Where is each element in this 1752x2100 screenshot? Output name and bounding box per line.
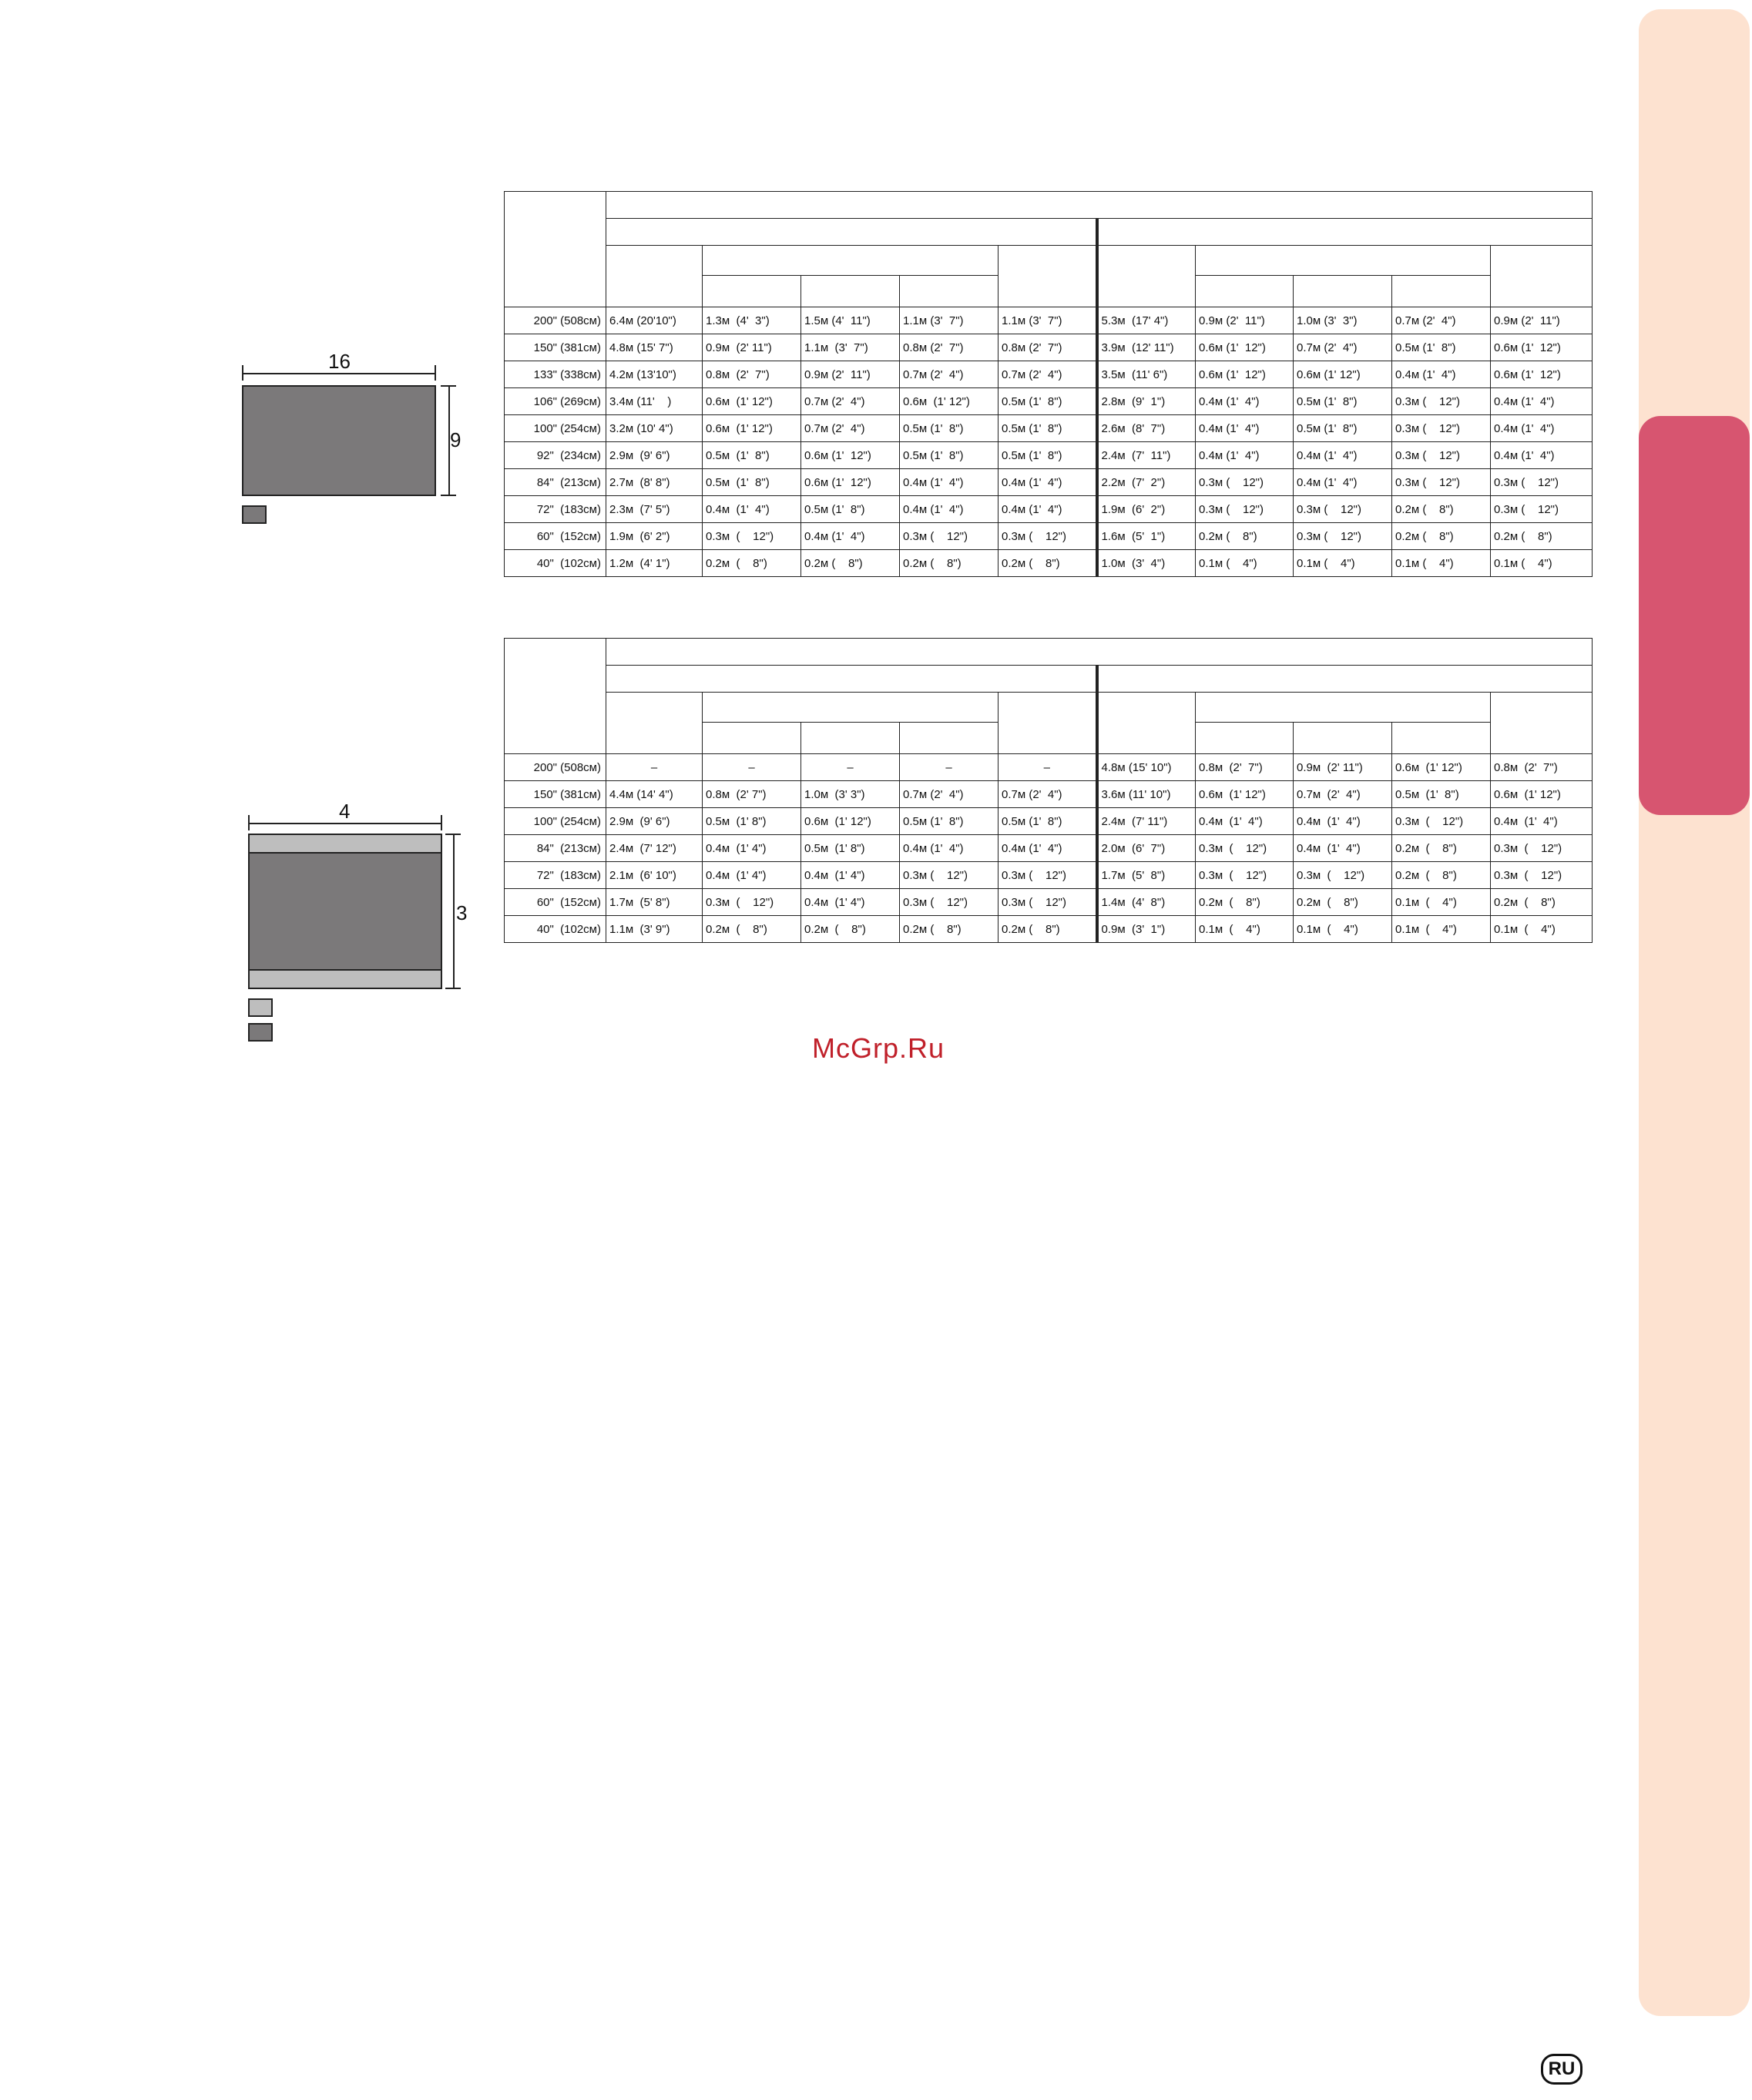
header-sub-3-l — [900, 276, 999, 307]
distance-cell: 0.1м ( 4") — [1196, 916, 1294, 943]
distance-cell: 2.1м (6' 10") — [606, 862, 703, 889]
distance-cell: 2.4м (7' 11") — [1097, 808, 1196, 835]
distance-cell: 1.1м (3' 7") — [900, 307, 999, 334]
throw-distance-table-4-3 — [504, 638, 1593, 943]
screen-size-cell: 92" (234см) — [505, 442, 606, 469]
header-projection-distance — [606, 192, 1593, 219]
distance-cell: 0.7м (2' 4") — [1294, 781, 1392, 808]
distance-cell: 0.8м (2' 7") — [900, 334, 999, 361]
header-sub-2-r — [1294, 723, 1392, 754]
distance-cell: 0.1м ( 4") — [1392, 550, 1491, 577]
distance-cell: 0.2м ( 8") — [1491, 523, 1593, 550]
distance-cell: 1.7м (5' 8") — [1097, 862, 1196, 889]
screen-size-cell: 84" (213см) — [505, 835, 606, 862]
distance-cell: 0.4м (1' 4") — [1491, 388, 1593, 415]
distance-cell: 0.3м ( 12") — [1196, 496, 1294, 523]
distance-cell: 0.2м ( 8") — [1392, 523, 1491, 550]
distance-cell: 0.5м (1' 8") — [703, 808, 801, 835]
height-label-3: 3 — [456, 901, 468, 924]
table-row — [505, 889, 1593, 916]
distance-cell: 0.4м (1' 4") — [1491, 808, 1593, 835]
distance-cell: 5.3м (17' 4") — [1097, 307, 1196, 334]
distance-cell: 2.8м (9' 1") — [1097, 388, 1196, 415]
distance-cell: 0.5м (1' 8") — [1392, 334, 1491, 361]
distance-cell: 0.3м ( 12") — [1294, 523, 1392, 550]
header-col-last-r — [1491, 693, 1593, 754]
distance-cell: 0.4м (1' 4") — [1196, 808, 1294, 835]
table-row — [505, 862, 1593, 889]
screen-size-cell: 200" (508см) — [505, 754, 606, 781]
distance-cell: 0.4м (1' 4") — [801, 889, 900, 916]
distance-cell: 0.4м (1' 4") — [1196, 442, 1294, 469]
distance-cell: 0.6м (1' 12") — [801, 469, 900, 496]
legend-letterbox-area — [248, 998, 273, 1017]
header-sub-2-l — [801, 276, 900, 307]
distance-cell: 0.3м ( 12") — [1392, 415, 1491, 442]
distance-cell: 2.7м (8' 8") — [606, 469, 703, 496]
distance-cell: 0.8м (2' 7") — [1491, 754, 1593, 781]
distance-cell: 0.4м (1' 4") — [1196, 388, 1294, 415]
distance-cell: 0.7м (2' 4") — [801, 415, 900, 442]
distance-cell: 0.6м (1' 12") — [1196, 334, 1294, 361]
width-label-16: 16 — [328, 350, 351, 373]
screen-size-cell: 72" (183см) — [505, 496, 606, 523]
distance-cell: – — [999, 754, 1097, 781]
width-tick-left — [242, 365, 243, 381]
header-group-right — [1097, 666, 1593, 693]
width-tick-right — [435, 365, 436, 381]
table-row — [505, 442, 1593, 469]
distance-cell: 0.1м ( 4") — [1491, 550, 1593, 577]
distance-cell: 0.8м (2' 7") — [703, 361, 801, 388]
distance-cell: 0.1м ( 4") — [1392, 916, 1491, 943]
letterbox-bottom-bar — [248, 969, 442, 989]
distance-cell: 3.6м (11' 10") — [1097, 781, 1196, 808]
distance-cell: 0.2м ( 8") — [801, 916, 900, 943]
header-sub-1-r — [1196, 723, 1294, 754]
distance-cell: 0.3м ( 12") — [900, 862, 999, 889]
header-col-distance-l — [606, 693, 703, 754]
distance-cell: 3.4м (11' ) — [606, 388, 703, 415]
distance-cell: 0.4м (1' 4") — [801, 523, 900, 550]
distance-cell: 4.8м (15' 10") — [1097, 754, 1196, 781]
distance-cell: 0.3м ( 12") — [999, 523, 1097, 550]
screen-size-cell: 133" (338см) — [505, 361, 606, 388]
header-col-last-l — [999, 246, 1097, 307]
distance-cell: 1.0м (3' 4") — [1097, 550, 1196, 577]
distance-cell: 0.3м ( 12") — [1491, 835, 1593, 862]
table-row — [505, 469, 1593, 496]
height-label-9: 9 — [450, 428, 461, 451]
header-col-last-r — [1491, 246, 1593, 307]
distance-cell: – — [703, 754, 801, 781]
distance-cell: 1.1м (3' 7") — [999, 307, 1097, 334]
throw-distance-table-16-9 — [504, 191, 1593, 577]
height-tick-bottom — [441, 495, 456, 496]
distance-cell: 2.9м (9' 6") — [606, 808, 703, 835]
distance-cell: 0.7м (2' 4") — [801, 388, 900, 415]
table-row — [505, 496, 1593, 523]
distance-cell: 0.4м (1' 4") — [999, 469, 1097, 496]
distance-cell: 0.2м ( 8") — [1392, 496, 1491, 523]
table-row — [505, 550, 1593, 577]
distance-cell: 0.4м (1' 4") — [900, 469, 999, 496]
distance-cell: 0.6м (1' 12") — [703, 415, 801, 442]
header-sub-3-r — [1392, 276, 1491, 307]
distance-cell: 0.3м ( 12") — [900, 523, 999, 550]
distance-cell: 0.7м (2' 4") — [900, 361, 999, 388]
distance-cell: 2.4м (7' 12") — [606, 835, 703, 862]
distance-cell: 0.4м (1' 4") — [1294, 469, 1392, 496]
screen-size-cell: 150" (381см) — [505, 334, 606, 361]
table-row — [505, 523, 1593, 550]
table-row — [505, 415, 1593, 442]
header-col-last-l — [999, 693, 1097, 754]
distance-cell: 0.2м ( 8") — [1196, 889, 1294, 916]
header-sub-1-l — [703, 723, 801, 754]
distance-cell: 4.8м (15' 7") — [606, 334, 703, 361]
distance-cell: 0.3м ( 12") — [900, 889, 999, 916]
distance-cell: 0.4м (1' 4") — [703, 862, 801, 889]
header-sub-1-l — [703, 276, 801, 307]
distance-cell: 1.6м (5' 1") — [1097, 523, 1196, 550]
distance-cell: 0.7м (2' 4") — [999, 781, 1097, 808]
table-row — [505, 916, 1593, 943]
screen-size-cell: 60" (152см) — [505, 889, 606, 916]
distance-cell: 0.5м (1' 8") — [703, 469, 801, 496]
distance-cell: 3.2м (10' 4") — [606, 415, 703, 442]
distance-cell: 1.3м (4' 3") — [703, 307, 801, 334]
distance-cell: 1.9м (6' 2") — [606, 523, 703, 550]
header-sub-3-l — [900, 723, 999, 754]
distance-cell: 0.6м (1' 12") — [1294, 361, 1392, 388]
distance-cell: 1.4м (4' 8") — [1097, 889, 1196, 916]
distance-cell: 0.6м (1' 12") — [1196, 361, 1294, 388]
side-index-strip — [1639, 9, 1750, 2016]
distance-cell: – — [801, 754, 900, 781]
distance-cell: 0.6м (1' 12") — [1491, 781, 1593, 808]
height-tick-top — [445, 834, 461, 835]
distance-cell: 0.6м (1' 12") — [1491, 334, 1593, 361]
distance-cell: 0.1м ( 4") — [1392, 889, 1491, 916]
distance-cell: 0.2м ( 8") — [999, 550, 1097, 577]
width-dimension-line — [242, 373, 435, 374]
distance-cell: 0.5м (1' 8") — [801, 496, 900, 523]
watermark: McGrp.Ru — [811, 1032, 945, 1064]
distance-cell: 0.9м (2' 11") — [703, 334, 801, 361]
screen-size-cell: 100" (254см) — [505, 415, 606, 442]
distance-cell: 0.8м (2' 7") — [999, 334, 1097, 361]
distance-cell: 0.9м (2' 11") — [1294, 754, 1392, 781]
screen-16-9 — [242, 385, 436, 496]
distance-cell: 0.6м (1' 12") — [703, 388, 801, 415]
distance-cell: 0.4м (1' 4") — [1491, 442, 1593, 469]
header-col-height-group-r — [1196, 693, 1491, 723]
distance-cell: 0.3м ( 12") — [1392, 808, 1491, 835]
header-col-distance-l — [606, 246, 703, 307]
distance-cell: 0.3м ( 12") — [1294, 496, 1392, 523]
header-col-height-group-l — [703, 246, 999, 276]
distance-cell: 0.3м ( 12") — [1392, 469, 1491, 496]
header-group-left — [606, 666, 1097, 693]
distance-cell: 0.4м (1' 4") — [1294, 442, 1392, 469]
distance-cell: 4.2м (13'10") — [606, 361, 703, 388]
header-group-left — [606, 219, 1097, 246]
distance-cell: 0.7м (2' 4") — [999, 361, 1097, 388]
distance-cell: 2.6м (8' 7") — [1097, 415, 1196, 442]
distance-cell: 0.3м ( 12") — [1294, 862, 1392, 889]
distance-cell: 0.2м ( 8") — [703, 550, 801, 577]
height-tick-top — [441, 385, 456, 387]
table-row — [505, 835, 1593, 862]
distance-cell: 0.2м ( 8") — [1491, 889, 1593, 916]
distance-cell: 0.2м ( 8") — [801, 550, 900, 577]
distance-cell: 0.3м ( 12") — [1491, 496, 1593, 523]
screen-size-cell: 60" (152см) — [505, 523, 606, 550]
distance-cell: 0.5м (1' 8") — [999, 442, 1097, 469]
header-sub-2-l — [801, 723, 900, 754]
distance-cell: 6.4м (20'10") — [606, 307, 703, 334]
distance-cell: 0.4м (1' 4") — [703, 835, 801, 862]
distance-cell: 0.6м (1' 12") — [900, 388, 999, 415]
distance-cell: – — [900, 754, 999, 781]
header-sub-2-r — [1294, 276, 1392, 307]
distance-cell: 0.2м ( 8") — [999, 916, 1097, 943]
distance-cell: 1.7м (5' 8") — [606, 889, 703, 916]
header-sub-3-r — [1392, 723, 1491, 754]
table-row — [505, 388, 1593, 415]
table-row — [505, 334, 1593, 361]
language-badge: RU — [1541, 2054, 1583, 2085]
distance-cell: 2.3м (7' 5") — [606, 496, 703, 523]
distance-cell: 0.5м (1' 8") — [703, 442, 801, 469]
header-screen-size — [505, 639, 606, 754]
screen-size-cell: 84" (213см) — [505, 469, 606, 496]
table-row — [505, 808, 1593, 835]
distance-cell: 0.3м ( 12") — [1392, 388, 1491, 415]
table-row — [505, 361, 1593, 388]
width-tick-left — [248, 815, 250, 830]
distance-cell: 0.5м (1' 8") — [900, 442, 999, 469]
header-group-right — [1097, 219, 1593, 246]
distance-cell: 1.9м (6' 2") — [1097, 496, 1196, 523]
screen-size-cell: 150" (381см) — [505, 781, 606, 808]
distance-cell: 0.7м (2' 4") — [1392, 307, 1491, 334]
distance-cell: 0.3м ( 12") — [1491, 469, 1593, 496]
distance-cell: 0.3м ( 12") — [999, 889, 1097, 916]
distance-cell: 0.3м ( 12") — [999, 862, 1097, 889]
header-col-distance-r — [1097, 246, 1196, 307]
legend-image-area — [248, 1023, 273, 1042]
distance-cell: 1.0м (3' 3") — [801, 781, 900, 808]
distance-cell: 3.5м (11' 6") — [1097, 361, 1196, 388]
distance-cell: 0.6м (1' 12") — [1491, 361, 1593, 388]
distance-cell: 0.2м ( 8") — [1196, 523, 1294, 550]
height-dimension-line — [453, 834, 455, 988]
distance-cell: 0.8м (2' 7") — [1196, 754, 1294, 781]
distance-cell: 0.5м (1' 8") — [900, 415, 999, 442]
distance-cell: 0.9м (2' 11") — [1491, 307, 1593, 334]
distance-cell: 2.4м (7' 11") — [1097, 442, 1196, 469]
distance-cell: 0.4м (1' 4") — [703, 496, 801, 523]
distance-cell: 0.1м ( 4") — [1491, 916, 1593, 943]
distance-cell: 0.7м (2' 4") — [900, 781, 999, 808]
distance-cell: 0.4м (1' 4") — [1294, 808, 1392, 835]
distance-cell: 0.4м (1' 4") — [1491, 415, 1593, 442]
distance-cell: 0.3м ( 12") — [1491, 862, 1593, 889]
distance-cell: 4.4м (14' 4") — [606, 781, 703, 808]
distance-cell: 0.2м ( 8") — [900, 550, 999, 577]
distance-cell: 0.4м (1' 4") — [999, 496, 1097, 523]
distance-cell: 0.5м (1' 8") — [999, 808, 1097, 835]
distance-cell: 0.2м ( 8") — [703, 916, 801, 943]
side-index-tab-active[interactable] — [1639, 416, 1750, 815]
distance-cell: 0.3м ( 12") — [1196, 862, 1294, 889]
distance-cell: 0.5м (1' 8") — [801, 835, 900, 862]
screen-size-cell: 200" (508см) — [505, 307, 606, 334]
legend-screen-area — [242, 505, 267, 524]
screen-size-cell: 40" (102см) — [505, 916, 606, 943]
distance-cell: 3.9м (12' 11") — [1097, 334, 1196, 361]
distance-cell: 1.2м (4' 1") — [606, 550, 703, 577]
distance-cell: 0.1м ( 4") — [1294, 550, 1392, 577]
header-col-distance-r — [1097, 693, 1196, 754]
distance-cell: 0.8м (2' 7") — [703, 781, 801, 808]
distance-cell: – — [606, 754, 703, 781]
distance-cell: 0.5м (1' 8") — [999, 415, 1097, 442]
header-col-height-group-l — [703, 693, 999, 723]
distance-cell: 0.4м (1' 4") — [1392, 361, 1491, 388]
header-projection-distance — [606, 639, 1593, 666]
distance-cell: 2.0м (6' 7") — [1097, 835, 1196, 862]
distance-cell: 0.3м ( 12") — [1392, 442, 1491, 469]
distance-cell: 0.9м (3' 1") — [1097, 916, 1196, 943]
table-row — [505, 307, 1593, 334]
header-sub-1-r — [1196, 276, 1294, 307]
distance-cell: 0.7м (2' 4") — [1294, 334, 1392, 361]
header-col-height-group-r — [1196, 246, 1491, 276]
distance-cell: 0.6м (1' 12") — [801, 808, 900, 835]
screen-size-cell: 72" (183см) — [505, 862, 606, 889]
screen-4-3-image — [248, 852, 442, 972]
distance-cell: 0.9м (2' 11") — [801, 361, 900, 388]
distance-cell: 0.6м (1' 12") — [801, 442, 900, 469]
distance-cell: 0.4м (1' 4") — [900, 496, 999, 523]
distance-cell: 1.1м (3' 9") — [606, 916, 703, 943]
distance-cell: 0.3м ( 12") — [703, 889, 801, 916]
distance-cell: 0.9м (2' 11") — [1196, 307, 1294, 334]
table-row — [505, 754, 1593, 781]
distance-cell: 0.4м (1' 4") — [1196, 415, 1294, 442]
distance-cell: 2.9м (9' 6") — [606, 442, 703, 469]
distance-cell: 0.3м ( 12") — [1196, 469, 1294, 496]
table-row — [505, 781, 1593, 808]
distance-cell: 0.1м ( 4") — [1196, 550, 1294, 577]
distance-cell: 0.2м ( 8") — [1392, 835, 1491, 862]
distance-cell: 0.2м ( 8") — [1294, 889, 1392, 916]
distance-cell: 0.3м ( 12") — [1196, 835, 1294, 862]
distance-cell: 2.2м (7' 2") — [1097, 469, 1196, 496]
width-label-4: 4 — [339, 800, 351, 823]
distance-cell: 0.5м (1' 8") — [1294, 388, 1392, 415]
width-tick-right — [441, 815, 442, 830]
width-dimension-line — [248, 823, 441, 824]
distance-cell: 0.2м ( 8") — [900, 916, 999, 943]
distance-cell: 0.5м (1' 8") — [1294, 415, 1392, 442]
distance-cell: 0.3м ( 12") — [703, 523, 801, 550]
distance-cell: 0.4м (1' 4") — [1294, 835, 1392, 862]
distance-cell: 0.4м (1' 4") — [801, 862, 900, 889]
distance-cell: 0.5м (1' 8") — [900, 808, 999, 835]
header-screen-size — [505, 192, 606, 307]
distance-cell: 0.6м (1' 12") — [1196, 781, 1294, 808]
distance-cell: 0.5м (1' 8") — [999, 388, 1097, 415]
distance-cell: 0.1м ( 4") — [1294, 916, 1392, 943]
distance-cell: 1.0м (3' 3") — [1294, 307, 1392, 334]
distance-cell: 1.5м (4' 11") — [801, 307, 900, 334]
distance-cell: 0.5м (1' 8") — [1392, 781, 1491, 808]
distance-cell: 1.1м (3' 7") — [801, 334, 900, 361]
screen-size-cell: 106" (269см) — [505, 388, 606, 415]
distance-cell: 0.6м (1' 12") — [1392, 754, 1491, 781]
screen-size-cell: 40" (102см) — [505, 550, 606, 577]
distance-cell: 0.4м (1' 4") — [900, 835, 999, 862]
height-tick-bottom — [445, 988, 461, 989]
distance-cell: 0.4м (1' 4") — [999, 835, 1097, 862]
screen-size-cell: 100" (254см) — [505, 808, 606, 835]
distance-cell: 0.2м ( 8") — [1392, 862, 1491, 889]
